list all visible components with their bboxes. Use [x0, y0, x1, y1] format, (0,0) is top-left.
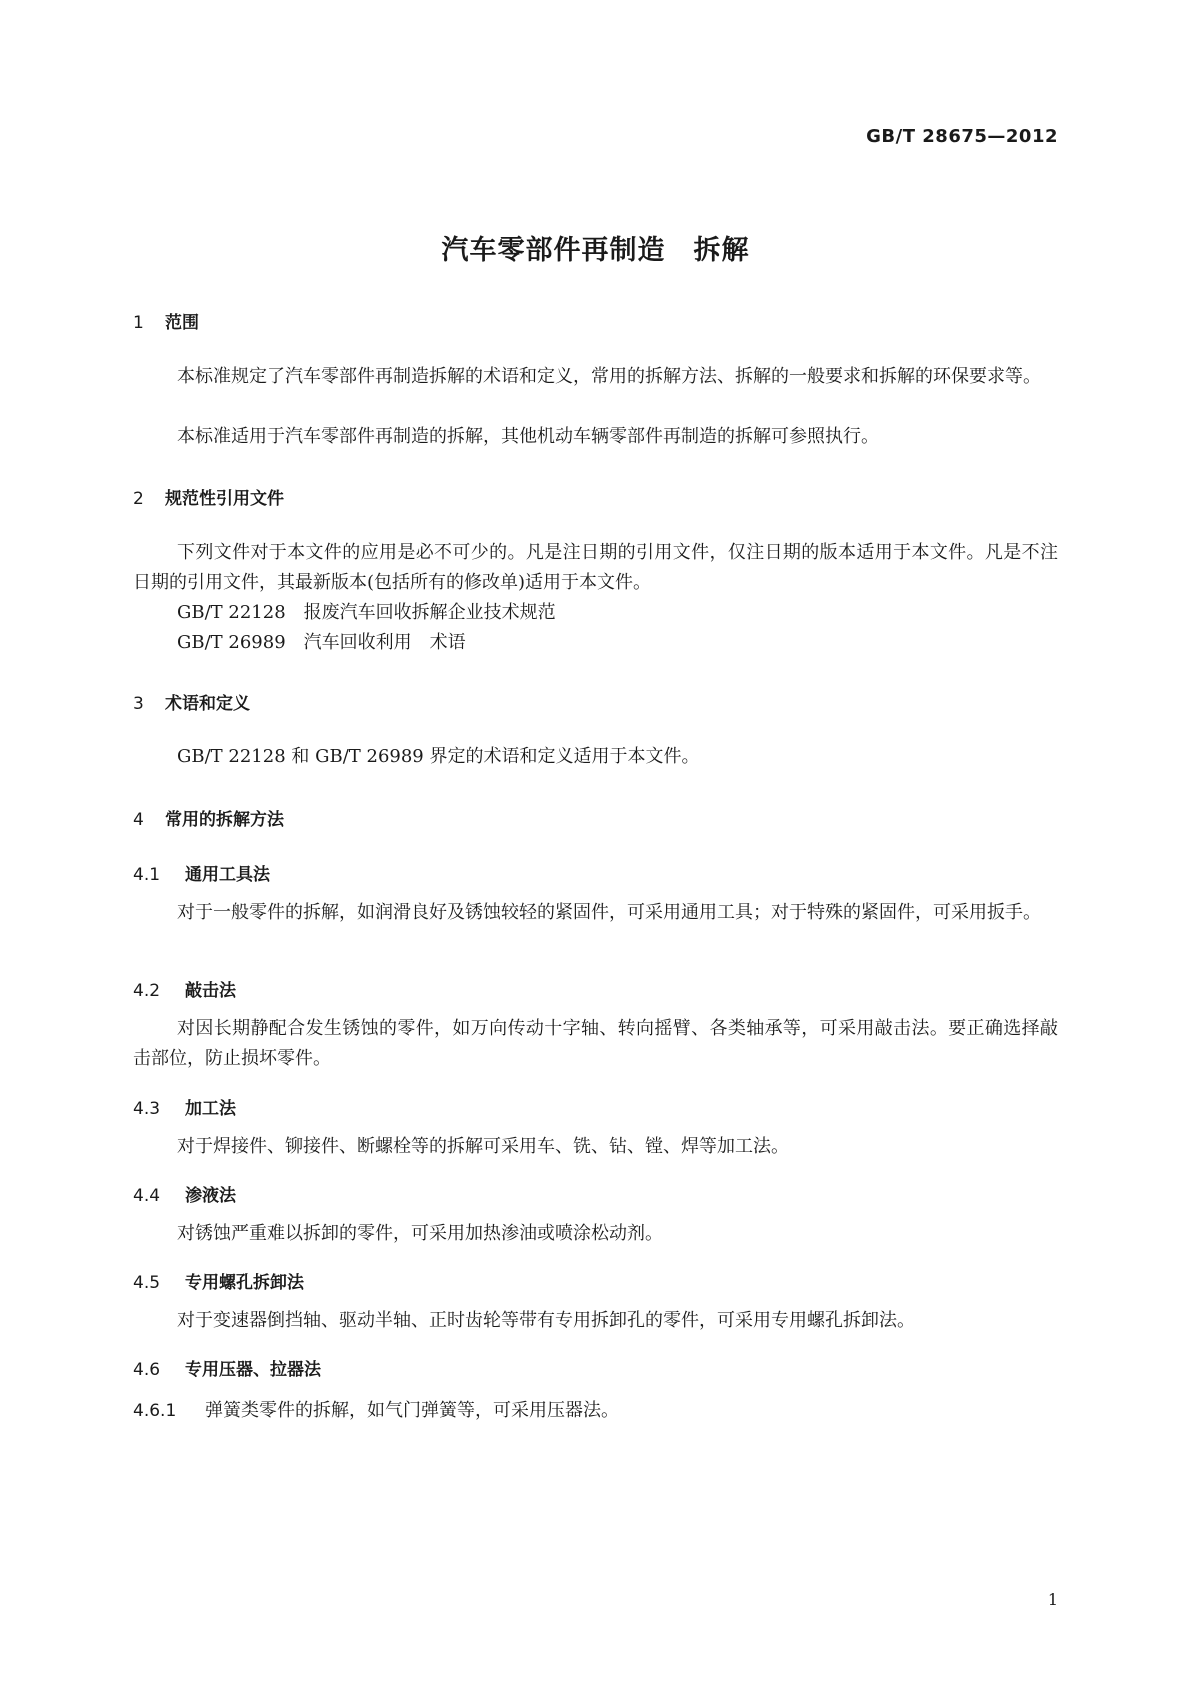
standard-code: GB/T 28675—2012 — [866, 126, 1058, 147]
document-title: 汽车零部件再制造 拆解 — [441, 235, 750, 266]
section-number: 1 — [133, 313, 144, 333]
section-number: 3 — [133, 694, 144, 714]
paragraph: 对于一般零件的拆解，如润滑良好及锈蚀较轻的紧固件，可采用通用工具；对于特殊的紧固件，可采用扳手。 — [177, 902, 1041, 923]
subsection-number: 4.4 — [133, 1186, 161, 1206]
subsection-title: 渗液法 — [185, 1186, 236, 1206]
clause-text: 弹簧类零件的拆解，如气门弹簧等，可采用压器法。 — [205, 1400, 619, 1421]
subsection-title: 加工法 — [185, 1099, 236, 1119]
subsection-title: 专用压器、拉器法 — [185, 1360, 321, 1380]
section-title: 规范性引用文件 — [165, 489, 284, 509]
clause-number: 4.6.1 — [133, 1401, 177, 1421]
subsection-heading-4-3 — [133, 1094, 236, 1119]
subsection-heading-4-1 — [133, 860, 270, 885]
paragraph: 对于变速器倒挡轴、驱动半轴、正时齿轮等带有专用拆卸孔的零件，可采用专用螺孔拆卸法。 — [177, 1310, 915, 1331]
subsection-heading-4-6 — [133, 1355, 321, 1380]
paragraph: 对于焊接件、铆接件、断螺栓等的拆解可采用车、铣、钻、镗、焊等加工法。 — [177, 1136, 789, 1157]
subsection-number: 4.6 — [133, 1360, 161, 1380]
section-heading-4 — [133, 805, 284, 830]
subsection-heading-4-5 — [133, 1268, 304, 1293]
section-title: 常用的拆解方法 — [165, 810, 284, 830]
subsection-number: 4.5 — [133, 1273, 161, 1293]
section-title: 范围 — [165, 313, 199, 333]
section-heading-2 — [133, 484, 284, 509]
subsection-number: 4.3 — [133, 1099, 161, 1119]
paragraph: 本标准适用于汽车零部件再制造的拆解，其他机动车辆零部件再制造的拆解可参照执行。 — [177, 426, 879, 447]
section-title: 术语和定义 — [165, 694, 250, 714]
subsection-heading-4-2 — [133, 976, 236, 1001]
subsection-title: 通用工具法 — [185, 865, 270, 885]
paragraph: 下列文件对于本文件的应用是必不可少的。凡是注日期的引用文件，仅注日期的版本适用于本文件。凡是不注日期的引用文件，其最新版本(包括所有的修改单)适用于本文件。 — [133, 542, 1058, 593]
section-number: 2 — [133, 489, 144, 509]
section-heading-1 — [133, 308, 199, 333]
paragraph: 对锈蚀严重难以拆卸的零件，可采用加热渗油或喷涂松动剂。 — [177, 1223, 663, 1244]
subsection-heading-4-4 — [133, 1181, 236, 1206]
subsection-title: 敲击法 — [185, 981, 236, 1001]
subsection-title: 专用螺孔拆卸法 — [185, 1273, 304, 1293]
clause-4-6-1 — [133, 1396, 619, 1426]
section-number: 4 — [133, 810, 144, 830]
normative-reference: GB/T 22128 报废汽车回收拆解企业技术规范 — [177, 602, 556, 623]
paragraph: 对因长期静配合发生锈蚀的零件，如万向传动十字轴、转向摇臂、各类轴承等，可采用敲击法。要正确选择敲击部位，防止损坏零件。 — [133, 1018, 1058, 1069]
paragraph: GB/T 22128 和 GB/T 26989 界定的术语和定义适用于本文件。 — [177, 746, 700, 767]
subsection-number: 4.1 — [133, 865, 161, 885]
normative-reference: GB/T 26989 汽车回收利用 术语 — [177, 632, 466, 653]
subsection-number: 4.2 — [133, 981, 161, 1001]
section-heading-3 — [133, 689, 250, 714]
paragraph: 本标准规定了汽车零部件再制造拆解的术语和定义，常用的拆解方法、拆解的一般要求和拆解的环保要求等。 — [177, 366, 1041, 387]
page-number: 1 — [1047, 1590, 1058, 1609]
